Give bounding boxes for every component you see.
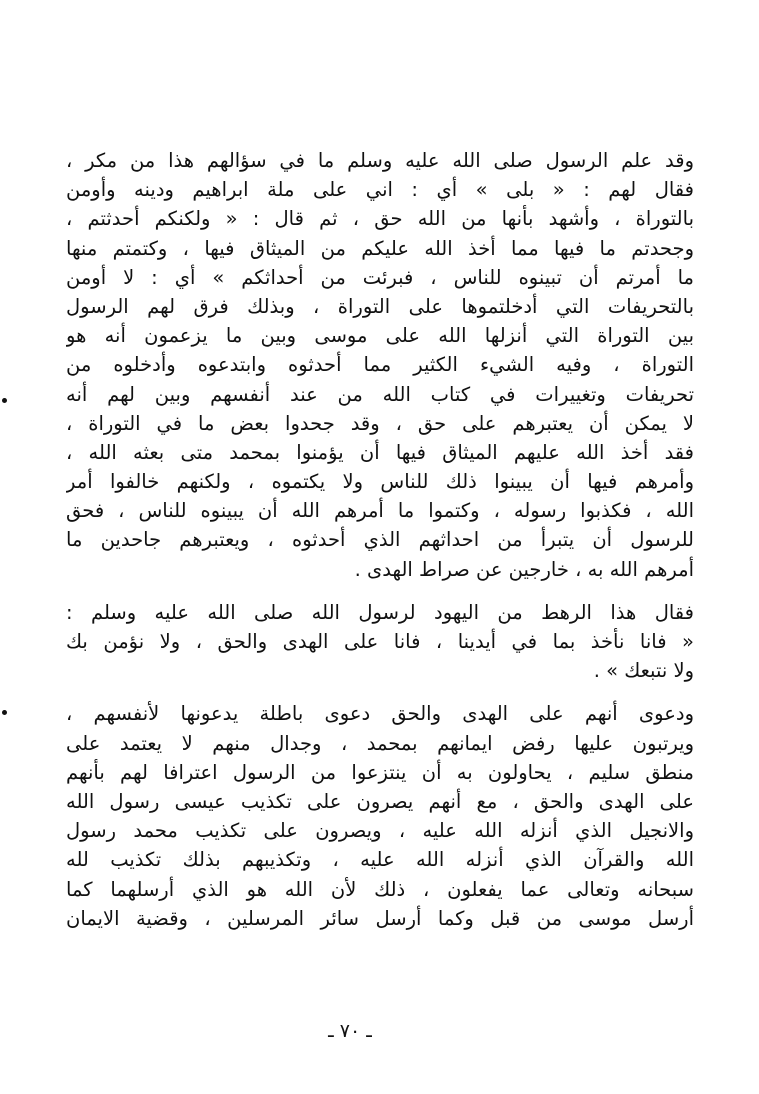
margin-dot [2, 398, 7, 403]
paragraph-gap [66, 685, 694, 699]
page-body [66, 146, 694, 933]
text-line: « فانا نأخذ بما في أيدينا ، فانا على الهدى والحق ، ولا نؤمن بك [66, 630, 694, 653]
paragraph-2 [66, 598, 694, 686]
text-line: وجحدتم ما فيها مما أخذ الله عليكم من الميثاق فيها ، وكتمتم منها [66, 236, 694, 260]
text-line: بالتوراة ، وأشهد بأنها من الله حق ، ثم قال : « ولكنكم أحدثتم ، [66, 207, 694, 231]
text-line: ويرتبون عليها رفض ايمانهم بمحمد ، وجدال منهم لا يعتمد على [66, 731, 694, 755]
text-line: الله ، فكذبوا رسوله ، وكتموا ما أمرهم الله أن يبينوه للناس ، فحق [66, 499, 694, 523]
text-line: تحريفات وتغييرات في كتاب الله من عند أنفسهم وبين لهم أنه [66, 382, 694, 406]
text-line: ودعوى أنهم على الهدى والحق دعوى باطلة يدعونها لأنفسهم ، [66, 702, 694, 726]
text-line: التوراة ، وفيه الشيء الكثير مما أحدثوه وابتدعوه وأدخلوه من [66, 353, 694, 377]
text-line: للرسول أن يتبرأ من احداثهم الذي أحدثوه ، ويعتبرهم جاحدين ما [66, 528, 694, 552]
text-line: سبحانه وتعالى عما يفعلون ، ذلك لأن الله هو الذي أرسلهما كما [66, 877, 694, 901]
text-line: فقال هذا الرهط من اليهود لرسول الله صلى الله عليه وسلم : [66, 600, 694, 624]
text-line: منطق سليم ، يحاولون به أن ينتزعوا من الرسول اعترافا لهم بأنهم [66, 760, 694, 784]
text-line: على الهدى والحق ، مع أنهم يصرون على تكذيب عيسى رسول الله [66, 789, 694, 813]
text-line: فقال لهم : « بلى » أي : اني على ملة ابراهيم ودينه وأومن [66, 178, 694, 202]
paragraph-gap [66, 584, 694, 598]
text-line: الله والقرآن الذي أنزله الله عليه ، وتكذيبهم بذلك تكذيب لله [66, 848, 694, 872]
text-line: أمرهم الله به ، خارجين عن صراط الهدى . [354, 557, 694, 581]
text-line: ما أمرتم أن تبينوه للناس ، فبرئت من أحداثكم » أي : لا أومن [66, 265, 694, 289]
text-line: ولا نتبعك » . [593, 659, 694, 683]
text-line: أرسل موسى من قبل وكما أرسل سائر المرسلين ، وقضية الايمان [66, 906, 694, 930]
text-line: وأمرهم فيها أن يبينوا ذلك للناس ولا يكتموه ، ولكنهم خالفوا أمر [66, 470, 694, 494]
margin-dot [2, 710, 7, 715]
text-line: وقد علم الرسول صلى الله عليه وسلم ما في سؤالهم هذا من مكر ، [66, 149, 694, 172]
paragraph-3 [66, 699, 694, 933]
text-line: فقد أخذ الله عليهم الميثاق فيها أن يؤمنوا بمحمد متى بعثه الله ، [66, 440, 694, 464]
text-line: بالتحريفات التي أدخلتموها على التوراة ، وبذلك فرق لهم الرسول [66, 294, 694, 318]
text-line: بين التوراة التي أنزلها الله على موسى وبين ما يزعمون أنه هو [66, 324, 694, 348]
text-line: لا يمكن أن يعتبرهم على حق ، وقد جحدوا بعض ما في التوراة ، [66, 411, 694, 435]
text-line: والانجيل الذي أنزله الله عليه ، ويصرون على تكذيب محمد رسول [66, 819, 694, 843]
paragraph-1 [66, 146, 694, 584]
page-number: ـ ٧٠ ـ [328, 1020, 372, 1042]
